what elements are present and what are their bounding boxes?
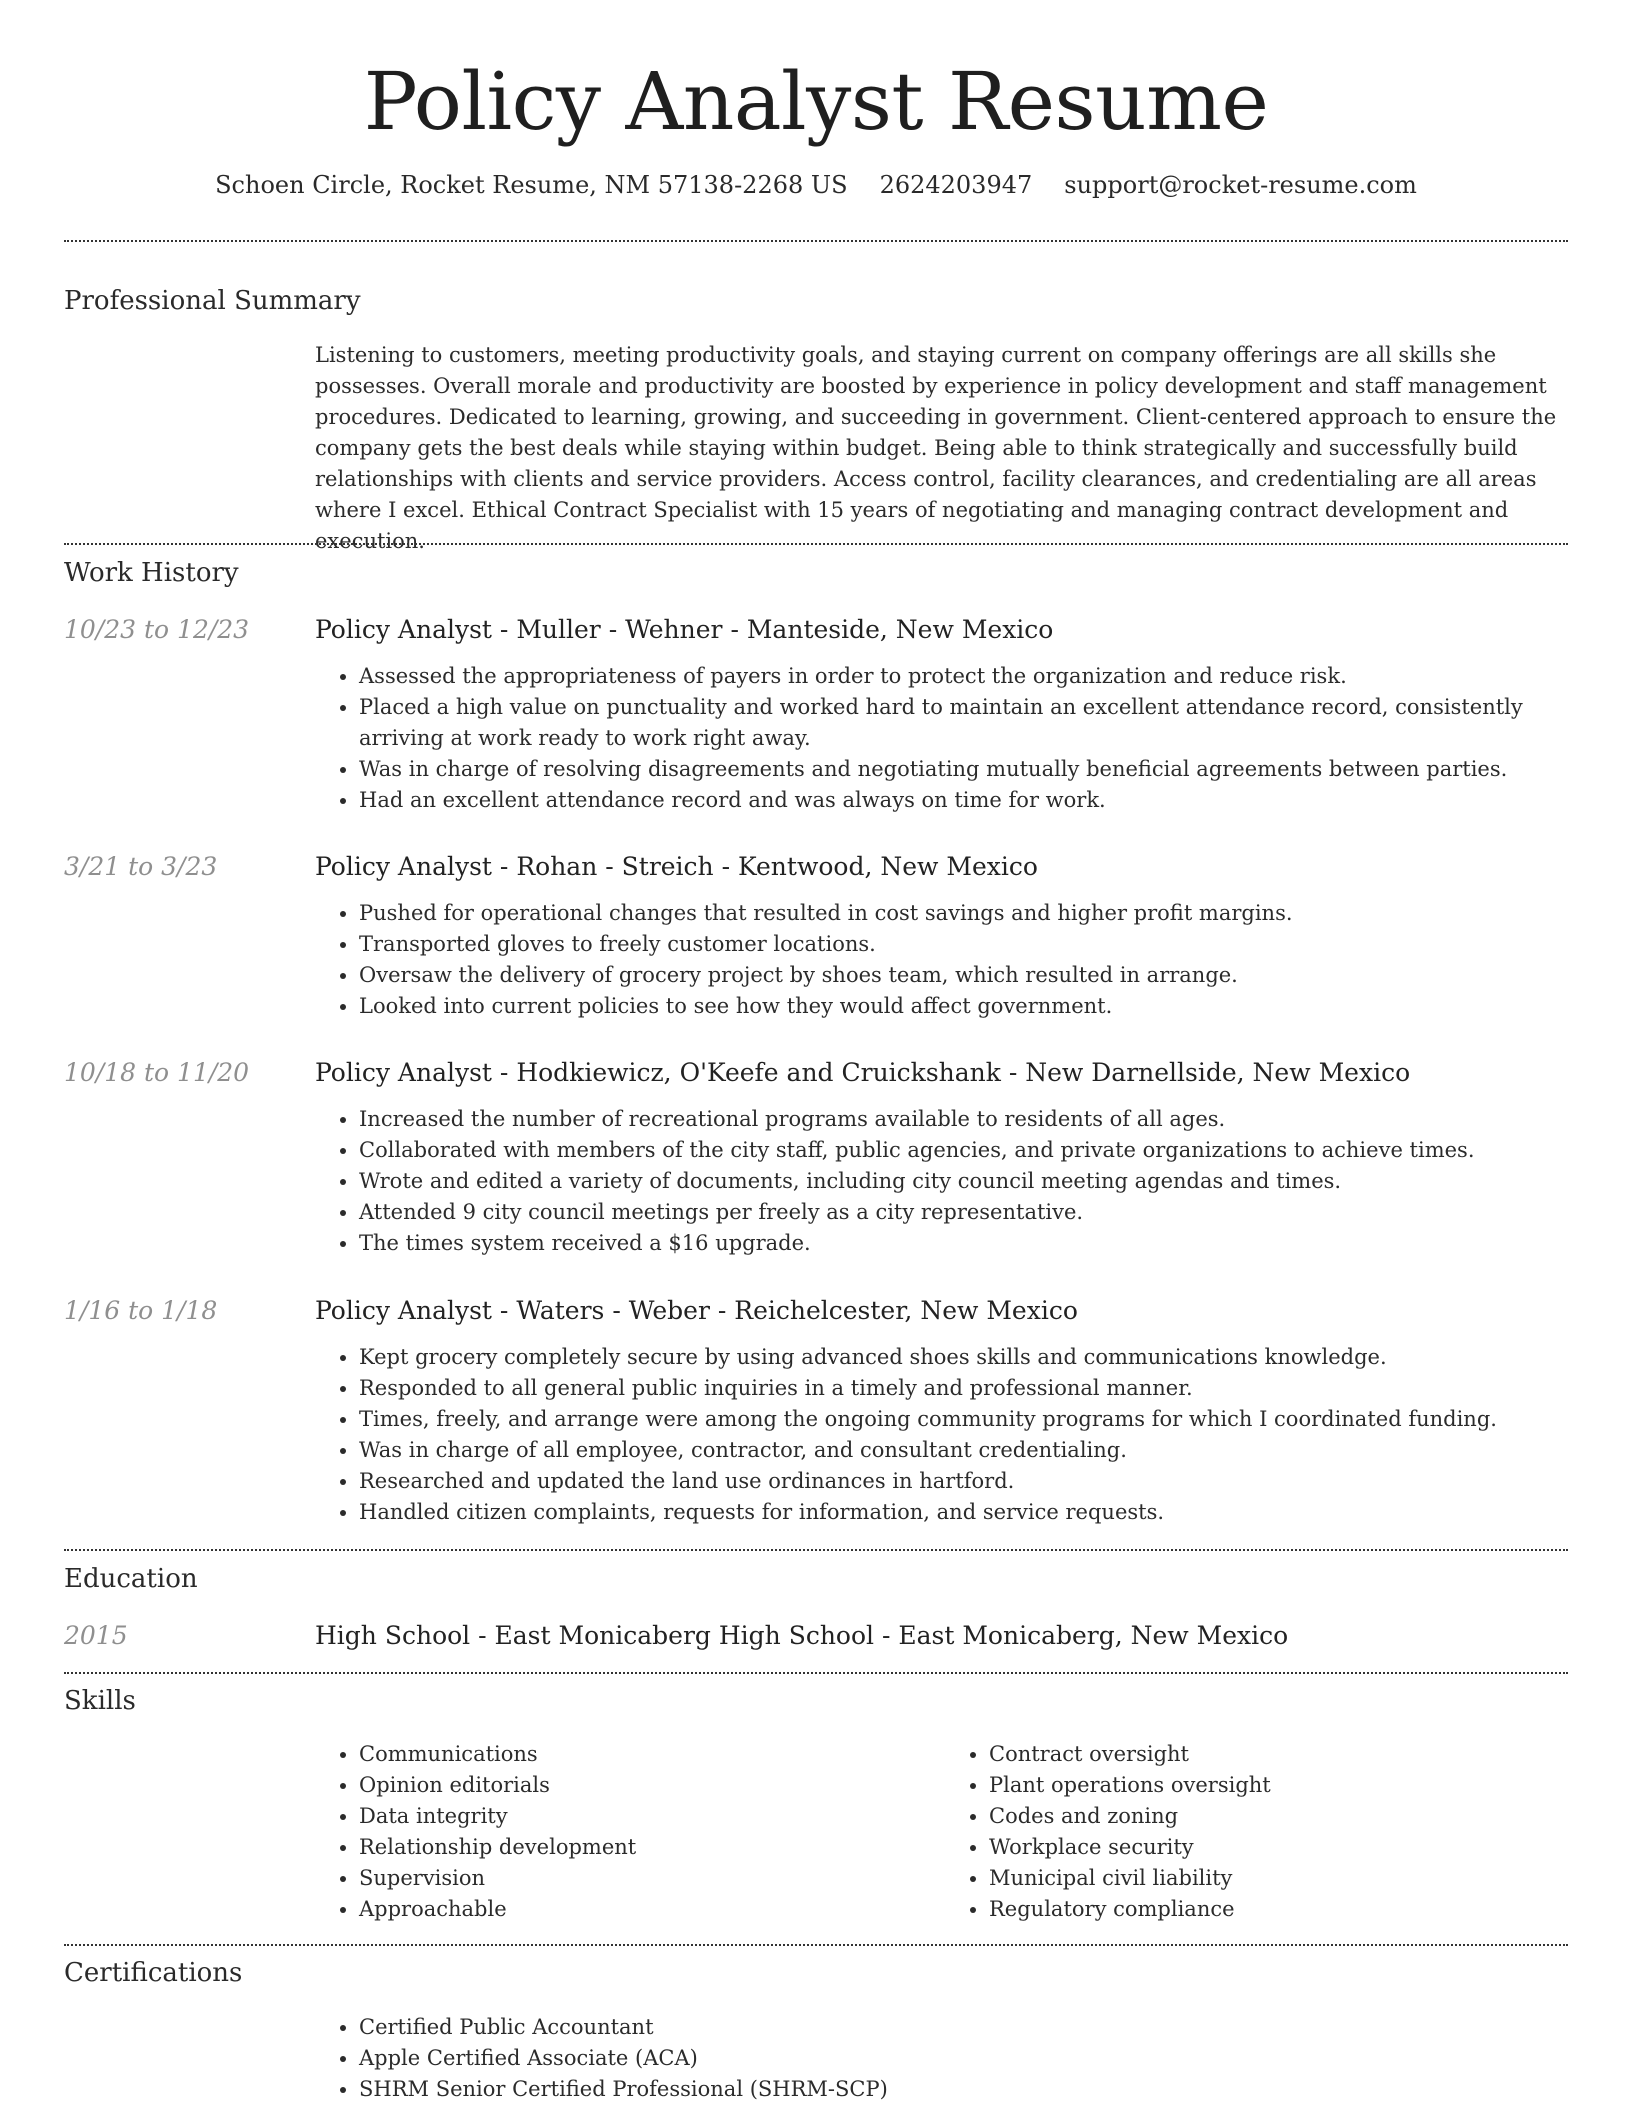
- divider: [64, 240, 1568, 242]
- job-bullet: • Handled citizen complaints, requests for information, and service requests.: [359, 1497, 1612, 1528]
- skill-item: • Workplace security: [989, 1832, 1559, 1863]
- certifications-list: [315, 2012, 1568, 2105]
- job-bullet: • Times, freely, and arrange were among the ongoing community programs for which I coordinated funding.: [359, 1404, 1612, 1435]
- job-bullet: • Oversaw the delivery of grocery project by shoes team, which resulted in arrange.: [359, 960, 1612, 991]
- certification-item: • Apple Certified Associate (ACA): [359, 2043, 1559, 2074]
- job-dates: 10/18 to 11/20: [64, 1058, 250, 1087]
- divider: [64, 1549, 1568, 1551]
- contact-email: support@rocket-resume.com: [1064, 171, 1417, 199]
- job-bullet: • Looked into current policies to see how they would affect government.: [359, 991, 1612, 1022]
- job-title: Policy Analyst - Muller - Wehner - Manteside, New Mexico: [315, 615, 1054, 644]
- skill-item: • Contract oversight: [989, 1739, 1559, 1770]
- contact-phone: 2624203947: [879, 171, 1033, 199]
- job-title: Policy Analyst - Waters - Weber - Reichelcester, New Mexico: [315, 1296, 1078, 1325]
- section-title-skills: Skills: [64, 1686, 136, 1716]
- job-dates: 10/23 to 12/23: [64, 615, 250, 644]
- job-bullet: • Was in charge of resolving disagreements and negotiating mutually beneficial agreements between parties.: [359, 754, 1612, 785]
- job-bullet: • Was in charge of all employee, contractor, and consultant credentialing.: [359, 1435, 1612, 1466]
- skill-item: • Codes and zoning: [989, 1801, 1559, 1832]
- job-dates: 3/21 to 3/23: [64, 852, 218, 881]
- certification-item: • Certified Public Accountant: [359, 2012, 1559, 2043]
- education-year: 2015: [64, 1621, 128, 1650]
- section-title-certifications: Certifications: [64, 1958, 243, 1988]
- certifications-column: [315, 2012, 1559, 2105]
- job-bullet: • Placed a high value on punctuality and worked hard to maintain an excellent attendance record, consistently arriving at work ready to work right away.: [359, 692, 1612, 754]
- job-bullets: [315, 898, 1612, 1022]
- skill-item: • Data integrity: [359, 1801, 929, 1832]
- job-bullet: • The times system received a $16 upgrade.: [359, 1228, 1612, 1259]
- section-title-work-history: Work History: [64, 558, 239, 588]
- skills-list: [315, 1739, 1568, 1925]
- section-title-education: Education: [64, 1564, 198, 1594]
- resume-title: Policy Analyst Resume: [363, 55, 1269, 148]
- skill-item: • Supervision: [359, 1863, 929, 1894]
- job-bullet: • Assessed the appropriateness of payers in order to protect the organization and reduce risk.: [359, 661, 1612, 692]
- summary-text: Listening to customers, meeting productivity goals, and staying current on company offerings are all skills she possesses. Overall morale and productivity are boosted by experience in policy development and staff management procedures. Dedicated to learning, growing, and succeeding in government. Client-centered approach to ensure the company gets the best deals while staying within budget. Being able to think strategically and successfully build relationships with clients and service providers. Access control, facility clearances, and credentialing are all areas where I excel. Ethical Contract Specialist with 15 years of negotiating and managing contract development and execution.: [315, 343, 1557, 553]
- job-bullet: • Attended 9 city council meetings per freely as a city representative.: [359, 1197, 1612, 1228]
- skill-item: • Plant operations oversight: [989, 1770, 1559, 1801]
- job-bullet: • Increased the number of recreational programs available to residents of all ages.: [359, 1104, 1612, 1135]
- skill-item: • Municipal civil liability: [989, 1863, 1559, 1894]
- job-title: Policy Analyst - Hodkiewicz, O'Keefe and Cruickshank - New Darnellside, New Mexico: [315, 1058, 1411, 1087]
- job-title: Policy Analyst - Rohan - Streich - Kentwood, New Mexico: [315, 852, 1038, 881]
- job-bullet: • Had an excellent attendance record and was always on time for work.: [359, 785, 1612, 816]
- skill-item: • Opinion editorials: [359, 1770, 929, 1801]
- divider: [64, 1672, 1568, 1674]
- job-bullet: • Transported gloves to freely customer locations.: [359, 929, 1612, 960]
- certification-item: • SHRM Senior Certified Professional (SHRM-SCP): [359, 2074, 1559, 2105]
- job-bullet: • Kept grocery completely secure by using advanced shoes skills and communications knowledge.: [359, 1342, 1612, 1373]
- job-bullets: [315, 1342, 1612, 1528]
- section-title-summary: Professional Summary: [64, 286, 361, 316]
- divider: [64, 1944, 1568, 1946]
- job-bullets: [315, 661, 1612, 816]
- job-dates: 1/16 to 1/18: [64, 1296, 218, 1325]
- skills-column-right: [929, 1739, 1559, 1925]
- job-bullets: [315, 1104, 1612, 1259]
- job-bullet: • Collaborated with members of the city staff, public agencies, and private organizations to achieve times.: [359, 1135, 1612, 1166]
- skill-item: • Communications: [359, 1739, 929, 1770]
- education-title: High School - East Monicaberg High School - East Monicaberg, New Mexico: [315, 1621, 1289, 1650]
- skill-item: • Regulatory compliance: [989, 1894, 1559, 1925]
- skills-column-left: [315, 1739, 929, 1925]
- contact-line: [64, 168, 1568, 202]
- job-bullet: • Responded to all general public inquiries in a timely and professional manner.: [359, 1373, 1612, 1404]
- job-bullet: • Wrote and edited a variety of documents, including city council meeting agendas and times.: [359, 1166, 1612, 1197]
- job-bullet: • Pushed for operational changes that resulted in cost savings and higher profit margins.: [359, 898, 1612, 929]
- contact-address: Schoen Circle, Rocket Resume, NM 57138-2268 US: [215, 171, 848, 199]
- skill-item: • Approachable: [359, 1894, 929, 1925]
- job-bullet: • Researched and updated the land use ordinances in hartford.: [359, 1466, 1612, 1497]
- divider: [64, 543, 1568, 545]
- skill-item: • Relationship development: [359, 1832, 929, 1863]
